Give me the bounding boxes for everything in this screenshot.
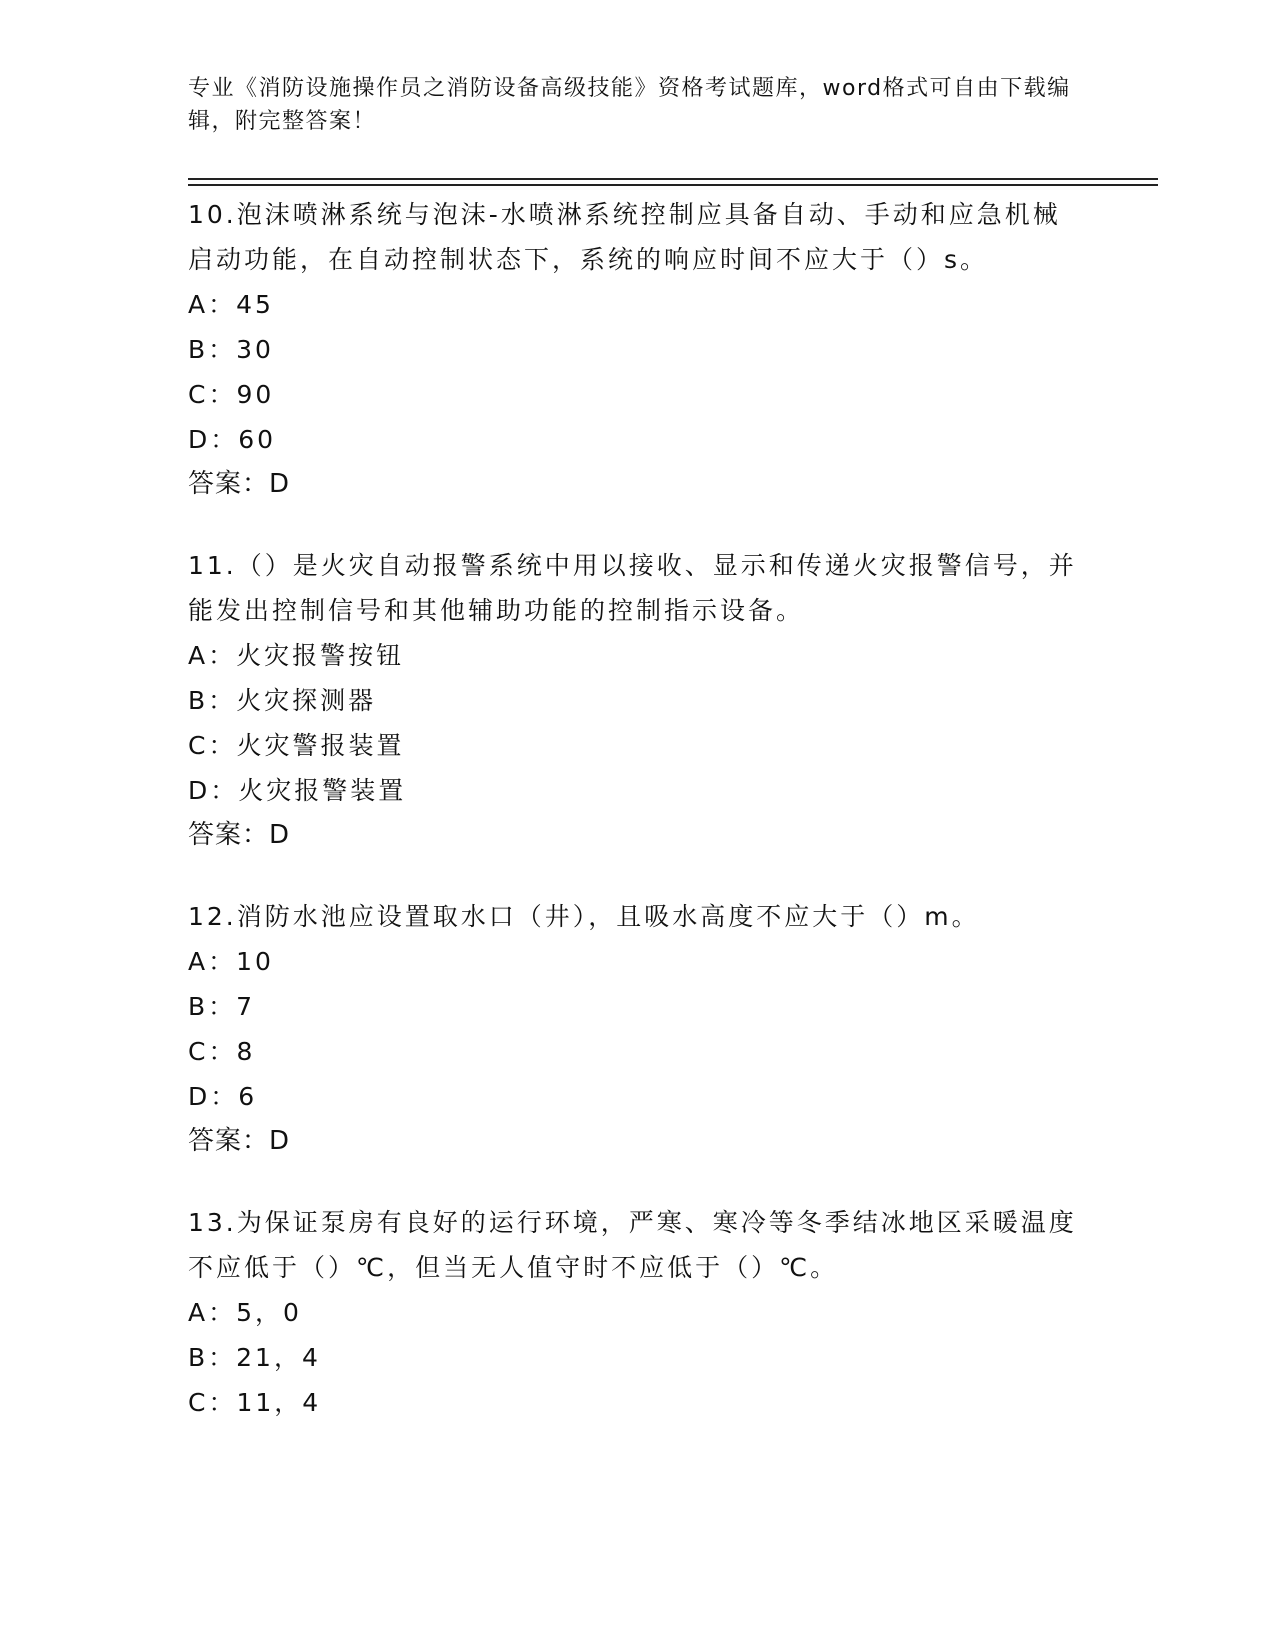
header-intro-text: 专业《消防设施操作员之消防设备高级技能》资格考试题库，word格式可自由下载编辑，附完整答案！	[188, 76, 1071, 134]
option-b: B：7	[188, 992, 256, 1021]
question-stem: 13.为保证泵房有良好的运行环境，严寒、寒冷等冬季结冰地区采暖温度不应低于（）℃，但当无人值守时不应低于（）℃。	[188, 1208, 1077, 1282]
question-13	[188, 1200, 1088, 1425]
option-b: B：火灾探测器	[188, 686, 377, 715]
question-11	[188, 543, 1088, 858]
document-header	[188, 72, 1088, 138]
question-stem: 11.（）是火灾自动报警系统中用以接收、显示和传递火灾报警信号，并能发出控制信号和其他辅助功能的控制指示设备。	[188, 551, 1077, 625]
option-b: B：21，4	[188, 1343, 321, 1372]
option-c: C：11，4	[188, 1388, 322, 1417]
option-d: D：6	[188, 1082, 258, 1111]
header-divider-bottom	[188, 184, 1158, 186]
option-d: D：火灾报警装置	[188, 776, 407, 805]
option-a: A：45	[188, 290, 274, 319]
question-12	[188, 894, 1088, 1164]
question-list	[188, 192, 1088, 1461]
option-a: A：10	[188, 947, 274, 976]
option-a: A：火灾报警按钮	[188, 641, 405, 670]
option-c: C：8	[188, 1037, 256, 1066]
answer-line: 答案：D	[188, 469, 291, 499]
option-c: C：90	[188, 380, 275, 409]
question-10	[188, 192, 1088, 507]
option-c: C：火灾警报装置	[188, 731, 405, 760]
question-stem: 12.消防水池应设置取水口（井），且吸水高度不应大于（）m。	[188, 902, 980, 931]
answer-line: 答案：D	[188, 820, 291, 850]
option-a: A：5，0	[188, 1298, 302, 1327]
answer-line: 答案：D	[188, 1126, 291, 1156]
option-d: D：60	[188, 425, 277, 454]
question-stem: 10.泡沫喷淋系统与泡沫-水喷淋系统控制应具备自动、手动和应急机械启动功能，在自动控制状态下，系统的响应时间不应大于（）s。	[188, 200, 1061, 274]
header-divider-top	[188, 178, 1158, 180]
option-b: B：30	[188, 335, 274, 364]
